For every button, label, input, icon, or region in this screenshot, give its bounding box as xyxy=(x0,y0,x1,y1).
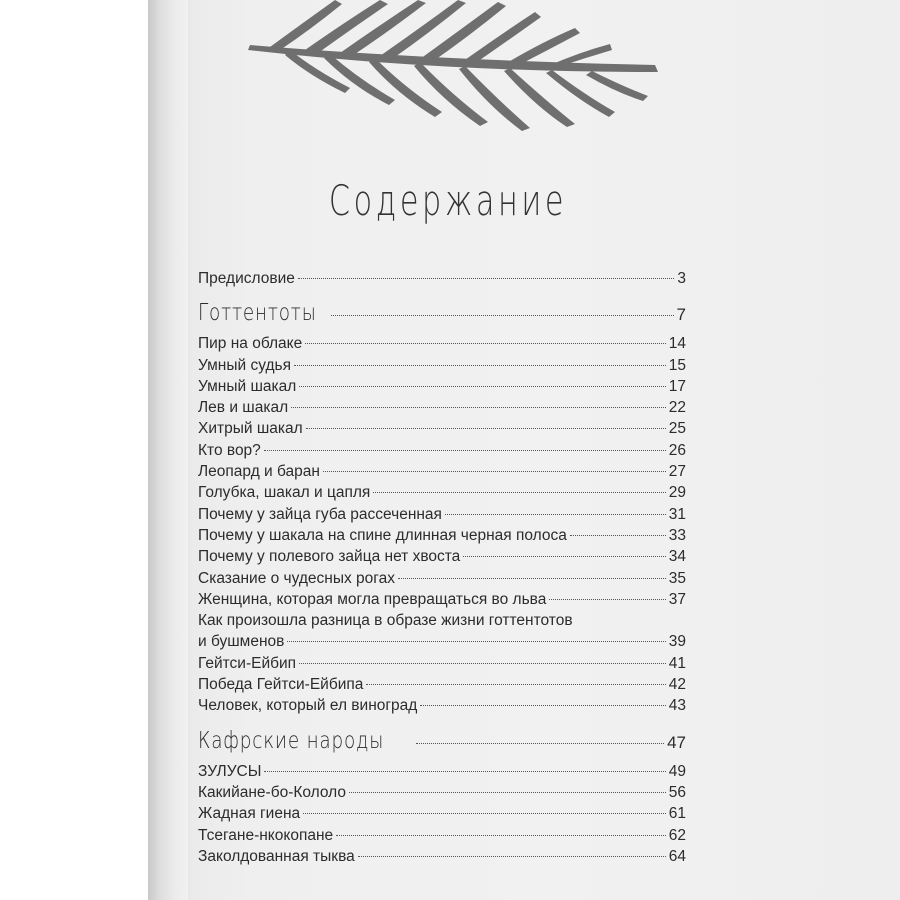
toc-entry-page: 33 xyxy=(668,526,686,544)
dot-leader xyxy=(291,407,666,408)
dot-leader xyxy=(331,315,673,316)
toc-entry-page: 35 xyxy=(668,569,686,587)
section-heading-label: Готтентоты xyxy=(198,300,317,327)
dot-leader xyxy=(549,599,665,600)
section-heading-page: 47 xyxy=(667,732,686,752)
toc-entry-page: 61 xyxy=(668,805,686,823)
toc-entry-page: 64 xyxy=(668,847,686,865)
dot-leader xyxy=(306,428,666,429)
toc-entry-page: 31 xyxy=(668,505,686,523)
toc-section-heading[interactable] xyxy=(198,293,686,333)
toc-entry-page: 39 xyxy=(668,633,686,651)
dot-leader xyxy=(349,792,666,793)
toc-entry-label: Человек, который ел виноград xyxy=(198,697,418,715)
toc-entry-page: 34 xyxy=(668,548,686,566)
dot-leader xyxy=(416,743,664,744)
toc-entry-page: 3 xyxy=(677,270,686,287)
toc-entry-page: 26 xyxy=(668,441,686,459)
dot-leader xyxy=(303,813,666,814)
toc-entry-label: Гейтси-Ейбип xyxy=(198,654,297,672)
toc-entry-page: 43 xyxy=(668,697,686,715)
dot-leader xyxy=(570,535,666,536)
toc-entry[interactable] xyxy=(198,761,686,782)
toc-entry-label: Предисловие xyxy=(198,270,295,287)
toc-entry-label: Голубка, шакал и цапля xyxy=(198,484,371,502)
toc-entry[interactable] xyxy=(198,440,686,461)
section-heading-label: Кафрские народы xyxy=(198,727,385,754)
toc-entry-page: 56 xyxy=(668,783,686,801)
toc-entry[interactable] xyxy=(198,695,686,716)
dot-leader xyxy=(294,365,666,366)
toc-entry[interactable] xyxy=(198,674,686,695)
section-heading-page: 7 xyxy=(676,305,686,325)
toc-section-heading[interactable] xyxy=(198,721,686,761)
dot-leader xyxy=(299,663,666,664)
toc-entry[interactable] xyxy=(198,397,686,418)
toc-entry-label: Пир на облаке xyxy=(198,335,303,353)
table-of-contents xyxy=(198,268,686,867)
dot-leader xyxy=(366,684,665,685)
toc-entry-page: 42 xyxy=(668,676,686,694)
dot-leader xyxy=(264,771,665,772)
toc-entry[interactable] xyxy=(198,803,686,824)
toc-entry-page: 41 xyxy=(668,654,686,672)
toc-entry[interactable] xyxy=(198,610,686,653)
toc-entry-page: 15 xyxy=(668,356,686,374)
dot-leader xyxy=(264,450,666,451)
toc-entry[interactable] xyxy=(198,525,686,546)
toc-entry-label: Почему у полевого зайца нет хвоста xyxy=(198,548,461,566)
toc-entry[interactable] xyxy=(198,546,686,567)
dot-leader xyxy=(298,278,675,279)
dot-leader xyxy=(373,492,665,493)
dot-leader xyxy=(420,705,665,706)
toc-entry-preface[interactable] xyxy=(198,268,686,289)
toc-entry-page: 62 xyxy=(668,826,686,844)
toc-entry-label: Жадная гиена xyxy=(198,805,301,823)
book-spine-margin xyxy=(0,0,148,900)
dot-leader xyxy=(323,471,666,472)
toc-entry-label: Сказание о чудесных рогах xyxy=(198,569,395,587)
dot-leader xyxy=(287,641,665,642)
toc-entry-page: 37 xyxy=(668,590,686,608)
page-title: Содержание xyxy=(328,176,568,225)
toc-entry-label: Почему у шакала на спине длинная черная полоса xyxy=(198,526,567,544)
toc-entry-label: Победа Гейтси-Ейбипа xyxy=(198,676,364,694)
toc-entry-label: Заколдованная тыква xyxy=(198,847,355,865)
toc-entry-label: Как произошла разница в образе жизни готтентотов xyxy=(198,612,573,630)
toc-entry-label: ЗУЛУСЫ xyxy=(198,762,262,780)
gutter-shadow xyxy=(148,0,188,900)
dot-leader xyxy=(305,343,665,344)
toc-entry-page: 25 xyxy=(668,420,686,438)
toc-entry[interactable] xyxy=(198,782,686,803)
toc-entry-page: 22 xyxy=(668,399,686,417)
toc-entry-label: Лев и шакал xyxy=(198,399,289,417)
toc-entry[interactable] xyxy=(198,589,686,610)
toc-entry-page: 29 xyxy=(668,484,686,502)
toc-entry[interactable] xyxy=(198,418,686,439)
palm-leaf-icon xyxy=(230,0,660,135)
dot-leader xyxy=(299,386,665,387)
toc-entry-label: Умный шакал xyxy=(198,377,297,395)
toc-entry-label: Тсегане-нкокопане xyxy=(198,826,334,844)
toc-entry[interactable] xyxy=(198,653,686,674)
toc-entry[interactable] xyxy=(198,376,686,397)
toc-entry[interactable] xyxy=(198,504,686,525)
dot-leader xyxy=(358,856,666,857)
dot-leader xyxy=(398,578,666,579)
toc-entry-page: 49 xyxy=(668,762,686,780)
toc-entry[interactable] xyxy=(198,482,686,503)
dot-leader xyxy=(463,556,665,557)
toc-entry[interactable] xyxy=(198,333,686,354)
toc-entry-page: 27 xyxy=(668,463,686,481)
toc-entry-page: 14 xyxy=(668,335,686,353)
toc-entry-page: 17 xyxy=(668,377,686,395)
toc-entry[interactable] xyxy=(198,461,686,482)
toc-entry-label-continued: и бушменов xyxy=(198,633,285,651)
dot-leader xyxy=(336,835,666,836)
dot-leader xyxy=(445,514,666,515)
toc-entry-label: Какийане-бо-Кололо xyxy=(198,783,347,801)
toc-entry-label: Кто вор? xyxy=(198,441,261,459)
toc-entry-label: Леопард и баран xyxy=(198,463,320,481)
toc-entry[interactable] xyxy=(198,355,686,376)
toc-entry-label: Хитрый шакал xyxy=(198,420,303,438)
toc-entry[interactable] xyxy=(198,846,686,867)
toc-entry[interactable] xyxy=(198,825,686,846)
toc-entry-label: Женщина, которая могла превращаться во льва xyxy=(198,590,547,608)
toc-entry-label: Почему у зайца губа рассеченная xyxy=(198,505,442,523)
toc-entry-label: Умный судья xyxy=(198,356,291,374)
toc-entry[interactable] xyxy=(198,568,686,589)
